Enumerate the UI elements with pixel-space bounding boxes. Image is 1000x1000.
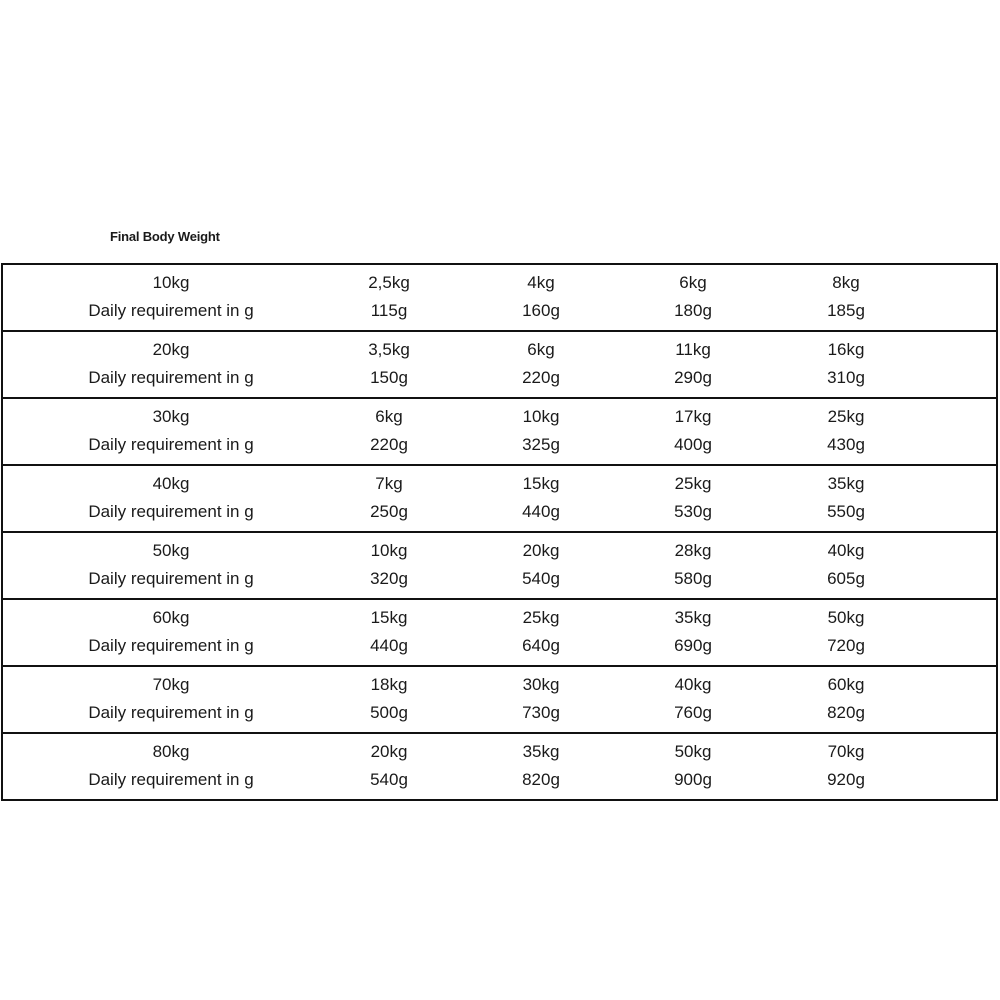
- feeding-table: [1, 263, 998, 801]
- weight-cell: 40kg: [827, 541, 865, 560]
- weight-cell: 18kg: [370, 675, 408, 694]
- weight-cell: 8kg: [832, 273, 860, 292]
- grams-cell: 440g: [522, 502, 560, 521]
- weight-cell: 35kg: [522, 742, 560, 761]
- grams-cell: 920g: [827, 770, 865, 789]
- final-weight-cell: 50kg: [152, 541, 190, 560]
- weight-cell: 20kg: [370, 742, 408, 761]
- grams-cell: 220g: [522, 368, 560, 387]
- grams-cell: 220g: [370, 435, 408, 454]
- weight-cell: 40kg: [674, 675, 712, 694]
- weight-cell: 30kg: [522, 675, 560, 694]
- grams-cell: 150g: [370, 368, 408, 387]
- grams-cell: 820g: [827, 703, 865, 722]
- grams-cell: 440g: [370, 636, 408, 655]
- weight-cell: 6kg: [527, 340, 555, 359]
- grams-cell: 820g: [522, 770, 560, 789]
- weight-cell: 35kg: [827, 474, 865, 493]
- final-weight-cell: 30kg: [152, 407, 190, 426]
- grams-cell: 325g: [522, 435, 560, 454]
- final-weight-cell: 70kg: [152, 675, 190, 694]
- table-row: [3, 332, 996, 399]
- final-weight-cell: 60kg: [152, 608, 190, 627]
- requirement-label: Daily requirement in g: [88, 502, 254, 521]
- requirement-label: Daily requirement in g: [88, 435, 254, 454]
- grams-cell: 500g: [370, 703, 408, 722]
- grams-cell: 185g: [827, 301, 865, 320]
- weight-cell: 15kg: [522, 474, 560, 493]
- table-title: Final Body Weight: [110, 229, 220, 244]
- weight-cell: 3,5kg: [368, 340, 410, 359]
- weight-cell: 7kg: [375, 474, 403, 493]
- grams-cell: 900g: [674, 770, 712, 789]
- final-weight-cell: 40kg: [152, 474, 190, 493]
- table-row: [3, 734, 996, 801]
- grams-cell: 530g: [674, 502, 712, 521]
- weight-cell: 20kg: [522, 541, 560, 560]
- grams-cell: 580g: [674, 569, 712, 588]
- grams-cell: 640g: [522, 636, 560, 655]
- requirement-label: Daily requirement in g: [88, 301, 254, 320]
- table-row: [3, 600, 996, 667]
- weight-cell: 50kg: [827, 608, 865, 627]
- weight-cell: 60kg: [827, 675, 865, 694]
- table-row: [3, 399, 996, 466]
- grams-cell: 730g: [522, 703, 560, 722]
- final-weight-cell: 80kg: [152, 742, 190, 761]
- grams-cell: 430g: [827, 435, 865, 454]
- requirement-label: Daily requirement in g: [88, 636, 254, 655]
- table-row: [3, 533, 996, 600]
- table-row: [3, 466, 996, 533]
- grams-cell: 250g: [370, 502, 408, 521]
- grams-cell: 720g: [827, 636, 865, 655]
- grams-cell: 605g: [827, 569, 865, 588]
- weight-cell: 28kg: [674, 541, 712, 560]
- weight-cell: 15kg: [370, 608, 408, 627]
- grams-cell: 320g: [370, 569, 408, 588]
- weight-cell: 4kg: [527, 273, 555, 292]
- requirement-label: Daily requirement in g: [88, 703, 254, 722]
- weight-cell: 6kg: [375, 407, 403, 426]
- grams-cell: 160g: [522, 301, 560, 320]
- weight-cell: 70kg: [827, 742, 865, 761]
- table-row: [3, 667, 996, 734]
- grams-cell: 400g: [674, 435, 712, 454]
- final-weight-cell: 20kg: [152, 340, 190, 359]
- weight-cell: 25kg: [674, 474, 712, 493]
- weight-cell: 10kg: [522, 407, 560, 426]
- weight-cell: 25kg: [522, 608, 560, 627]
- grams-cell: 180g: [674, 301, 712, 320]
- grams-cell: 115g: [370, 301, 408, 320]
- weight-cell: 25kg: [827, 407, 865, 426]
- weight-cell: 2,5kg: [368, 273, 410, 292]
- weight-cell: 10kg: [370, 541, 408, 560]
- grams-cell: 760g: [674, 703, 712, 722]
- table-row: [3, 265, 996, 332]
- weight-cell: 50kg: [674, 742, 712, 761]
- grams-cell: 690g: [674, 636, 712, 655]
- requirement-label: Daily requirement in g: [88, 770, 254, 789]
- requirement-label: Daily requirement in g: [88, 368, 254, 387]
- weight-cell: 17kg: [674, 407, 712, 426]
- grams-cell: 540g: [522, 569, 560, 588]
- weight-cell: 11kg: [675, 340, 711, 359]
- grams-cell: 550g: [827, 502, 865, 521]
- weight-cell: 16kg: [827, 340, 865, 359]
- grams-cell: 310g: [827, 368, 865, 387]
- requirement-label: Daily requirement in g: [88, 569, 254, 588]
- final-weight-cell: 10kg: [152, 273, 190, 292]
- weight-cell: 6kg: [679, 273, 707, 292]
- weight-cell: 35kg: [674, 608, 712, 627]
- grams-cell: 540g: [370, 770, 408, 789]
- grams-cell: 290g: [674, 368, 712, 387]
